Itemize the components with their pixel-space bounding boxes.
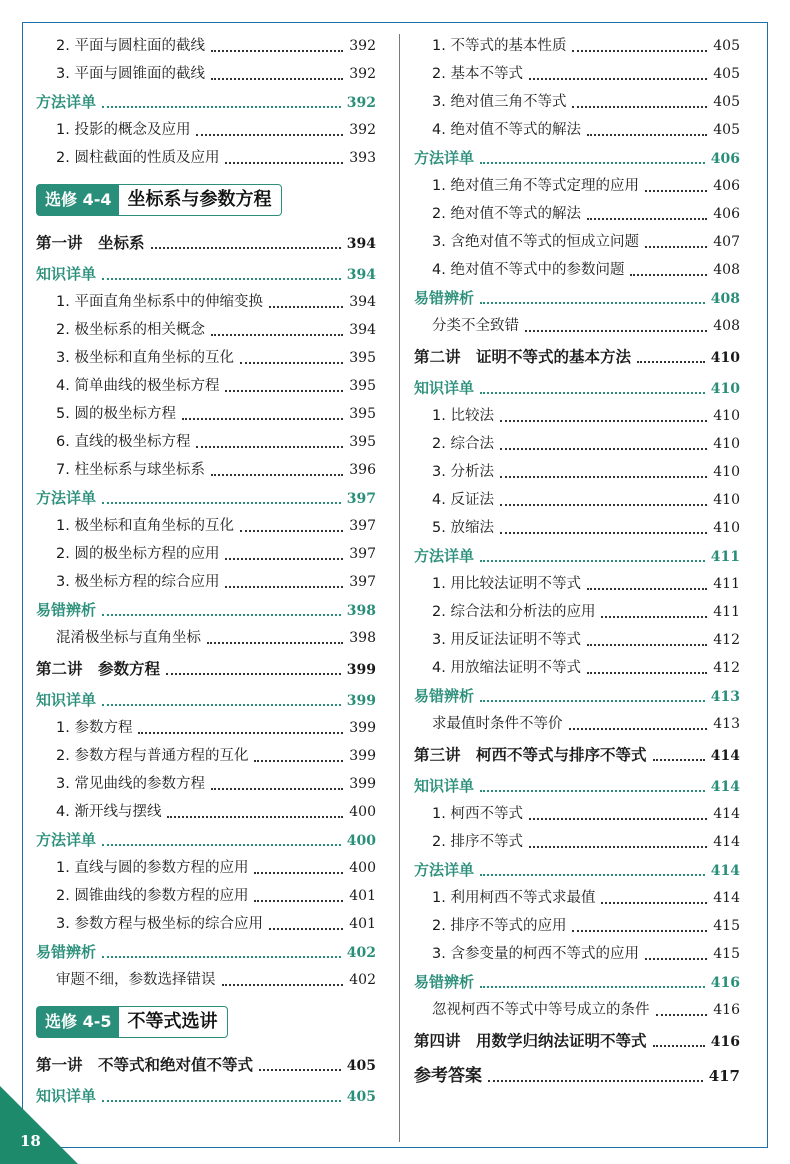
entry-title: 2. 圆锥曲线的参数方程的应用 bbox=[56, 888, 249, 904]
entry-page: 402 bbox=[349, 972, 376, 988]
toc-entry[interactable] bbox=[36, 428, 376, 456]
lecture-title: 第二讲 参数方程 bbox=[36, 660, 161, 678]
leader-dots bbox=[637, 353, 705, 363]
entry-page: 410 bbox=[710, 381, 740, 397]
leader-dots bbox=[480, 384, 705, 394]
entry-page: 412 bbox=[713, 632, 740, 648]
leader-dots bbox=[196, 126, 343, 136]
entry-title: 4. 用放缩法证明不等式 bbox=[432, 660, 581, 676]
toc-subheading[interactable] bbox=[36, 596, 376, 624]
leader-dots bbox=[587, 636, 707, 646]
leader-dots bbox=[480, 552, 705, 562]
toc-lecture[interactable] bbox=[36, 226, 376, 260]
leader-dots bbox=[500, 468, 707, 478]
leader-dots bbox=[601, 608, 707, 618]
toc-entry[interactable] bbox=[414, 570, 740, 598]
leader-dots bbox=[529, 70, 707, 80]
lecture-title: 第一讲 不等式和绝对值不等式 bbox=[36, 1056, 254, 1074]
leader-dots bbox=[102, 270, 341, 280]
toc-entry[interactable] bbox=[414, 88, 740, 116]
toc-right-column bbox=[414, 32, 740, 1094]
entry-title: 求最值时条件不等价 bbox=[432, 716, 563, 732]
entry-title: 3. 用反证法证明不等式 bbox=[432, 632, 581, 648]
page-corner-decoration bbox=[0, 1086, 78, 1164]
entry-page: 399 bbox=[349, 776, 376, 792]
leader-dots bbox=[225, 154, 343, 164]
toc-entry[interactable] bbox=[36, 770, 376, 798]
entry-title: 3. 极坐标和直角坐标的互化 bbox=[56, 350, 234, 366]
leader-dots bbox=[102, 948, 341, 958]
leader-dots bbox=[480, 692, 705, 702]
entry-page: 416 bbox=[710, 975, 740, 991]
leader-dots bbox=[587, 126, 707, 136]
toc-entry[interactable] bbox=[36, 568, 376, 596]
entry-page: 405 bbox=[713, 122, 740, 138]
entry-page: 405 bbox=[346, 1089, 376, 1105]
leader-dots bbox=[480, 866, 705, 876]
leader-dots bbox=[587, 580, 707, 590]
leader-dots bbox=[645, 238, 707, 248]
entry-title: 1. 柯西不等式 bbox=[432, 806, 523, 822]
subheading-title: 方法详单 bbox=[414, 861, 475, 879]
lecture-title: 第一讲 坐标系 bbox=[36, 234, 145, 252]
toc-subheading[interactable] bbox=[414, 968, 740, 996]
leader-dots bbox=[572, 98, 707, 108]
entry-page: 415 bbox=[713, 918, 740, 934]
leader-dots bbox=[653, 1037, 705, 1047]
toc-entry[interactable] bbox=[36, 742, 376, 770]
entry-page: 410 bbox=[710, 350, 740, 366]
entry-page: 415 bbox=[713, 946, 740, 962]
subheading-title: 知识详单 bbox=[36, 1087, 97, 1105]
entry-page: 395 bbox=[349, 434, 376, 450]
toc-answers[interactable] bbox=[414, 1058, 740, 1094]
entry-title: 3. 常见曲线的参数方程 bbox=[56, 776, 205, 792]
leader-dots bbox=[211, 70, 343, 80]
entry-page: 408 bbox=[710, 291, 740, 307]
leader-dots bbox=[529, 838, 707, 848]
toc-subheading[interactable] bbox=[36, 88, 376, 116]
leader-dots bbox=[269, 298, 343, 308]
lecture-title: 第四讲 用数学归纳法证明不等式 bbox=[414, 1032, 647, 1050]
entry-title: 1. 平面直角坐标系中的伸缩变换 bbox=[56, 294, 263, 310]
toc-subheading[interactable] bbox=[36, 260, 376, 288]
toc-entry[interactable] bbox=[36, 60, 376, 88]
toc-entry[interactable] bbox=[36, 372, 376, 400]
subheading-title: 方法详单 bbox=[414, 547, 475, 565]
entry-title: 4. 绝对值不等式中的参数问题 bbox=[432, 262, 625, 278]
toc-entry[interactable] bbox=[414, 228, 740, 256]
toc-entry[interactable] bbox=[414, 402, 740, 430]
entry-page: 397 bbox=[349, 546, 376, 562]
leader-dots bbox=[138, 724, 343, 734]
subheading-title: 易错辨析 bbox=[414, 289, 475, 307]
leader-dots bbox=[500, 412, 707, 422]
toc-entry[interactable] bbox=[36, 714, 376, 742]
entry-page: 400 bbox=[349, 860, 376, 876]
entry-page: 400 bbox=[349, 804, 376, 820]
leader-dots bbox=[225, 550, 343, 560]
entry-page: 408 bbox=[713, 318, 740, 334]
entry-page: 410 bbox=[713, 408, 740, 424]
toc-entry[interactable] bbox=[414, 60, 740, 88]
entry-page: 411 bbox=[713, 576, 740, 592]
subheading-title: 易错辨析 bbox=[414, 973, 475, 991]
entry-title: 4. 渐开线与摆线 bbox=[56, 804, 162, 820]
page-number: 18 bbox=[20, 1132, 41, 1150]
toc-entry[interactable] bbox=[414, 828, 740, 856]
entry-title: 3. 极坐标方程的综合应用 bbox=[56, 574, 220, 590]
entry-page: 394 bbox=[349, 294, 376, 310]
entry-page: 405 bbox=[713, 38, 740, 54]
entry-title: 2. 综合法和分析法的应用 bbox=[432, 604, 596, 620]
toc-entry[interactable] bbox=[36, 144, 376, 172]
entry-page: 394 bbox=[346, 236, 376, 252]
entry-page: 405 bbox=[713, 66, 740, 82]
entry-page: 416 bbox=[710, 1034, 740, 1050]
toc-subheading[interactable] bbox=[414, 682, 740, 710]
subheading-title: 知识详单 bbox=[36, 691, 97, 709]
entry-page: 401 bbox=[349, 916, 376, 932]
leader-dots bbox=[569, 720, 708, 730]
toc-entry[interactable] bbox=[414, 486, 740, 514]
entry-page: 397 bbox=[349, 518, 376, 534]
entry-title: 2. 圆的极坐标方程的应用 bbox=[56, 546, 220, 562]
entry-title: 5. 圆的极坐标方程 bbox=[56, 406, 176, 422]
leader-dots bbox=[196, 438, 343, 448]
leader-dots bbox=[211, 326, 343, 336]
entry-title: 4. 反证法 bbox=[432, 492, 494, 508]
entry-page: 395 bbox=[349, 378, 376, 394]
toc-entry[interactable] bbox=[414, 884, 740, 912]
toc-entry[interactable] bbox=[414, 940, 740, 968]
leader-dots bbox=[167, 808, 343, 818]
entry-page: 399 bbox=[346, 693, 376, 709]
leader-dots bbox=[645, 950, 707, 960]
leader-dots bbox=[587, 210, 707, 220]
toc-entry[interactable] bbox=[36, 966, 376, 994]
toc-entry[interactable] bbox=[414, 654, 740, 682]
toc-entry[interactable] bbox=[36, 512, 376, 540]
leader-dots bbox=[488, 1072, 703, 1082]
subheading-title: 方法详单 bbox=[414, 149, 475, 167]
entry-page: 392 bbox=[349, 66, 376, 82]
toc-entry[interactable] bbox=[36, 854, 376, 882]
entry-page: 395 bbox=[349, 350, 376, 366]
leader-dots bbox=[653, 751, 705, 761]
leader-dots bbox=[480, 978, 705, 988]
toc-entry[interactable] bbox=[36, 540, 376, 568]
entry-page: 414 bbox=[710, 779, 740, 795]
entry-page: 392 bbox=[349, 122, 376, 138]
toc-lecture[interactable] bbox=[36, 652, 376, 686]
leader-dots bbox=[254, 892, 343, 902]
entry-title: 2. 综合法 bbox=[432, 436, 494, 452]
toc-subheading[interactable] bbox=[36, 1082, 376, 1110]
leader-dots bbox=[182, 410, 343, 420]
entry-title: 1. 直线与圆的参数方程的应用 bbox=[56, 860, 249, 876]
leader-dots bbox=[254, 752, 343, 762]
entry-title: 6. 直线的极坐标方程 bbox=[56, 434, 191, 450]
leader-dots bbox=[480, 782, 705, 792]
toc-entry[interactable] bbox=[36, 32, 376, 60]
entry-title: 1. 投影的概念及应用 bbox=[56, 122, 191, 138]
entry-page: 397 bbox=[349, 574, 376, 590]
entry-page: 414 bbox=[713, 806, 740, 822]
entry-page: 413 bbox=[710, 689, 740, 705]
entry-page: 398 bbox=[346, 603, 376, 619]
leader-dots bbox=[525, 322, 707, 332]
leader-dots bbox=[656, 1006, 708, 1016]
toc-entry[interactable] bbox=[414, 710, 740, 738]
entry-title: 3. 平面与圆锥面的截线 bbox=[56, 66, 205, 82]
entry-title: 3. 参数方程与极坐标的综合应用 bbox=[56, 916, 263, 932]
toc-entry[interactable] bbox=[414, 598, 740, 626]
entry-title: 3. 绝对值三角不等式 bbox=[432, 94, 567, 110]
toc-entry[interactable] bbox=[36, 400, 376, 428]
entry-page: 411 bbox=[713, 604, 740, 620]
toc-entry[interactable] bbox=[414, 256, 740, 284]
leader-dots bbox=[480, 294, 705, 304]
toc-lecture[interactable] bbox=[36, 1048, 376, 1082]
toc-entry[interactable] bbox=[36, 798, 376, 826]
toc-entry[interactable] bbox=[414, 172, 740, 200]
entry-title: 4. 绝对值不等式的解法 bbox=[432, 122, 581, 138]
subheading-title: 知识详单 bbox=[36, 265, 97, 283]
entry-page: 400 bbox=[346, 833, 376, 849]
entry-title: 1. 利用柯西不等式求最值 bbox=[432, 890, 596, 906]
leader-dots bbox=[211, 42, 343, 52]
toc-entry[interactable] bbox=[36, 882, 376, 910]
toc-entry[interactable] bbox=[36, 316, 376, 344]
entry-title: 3. 分析法 bbox=[432, 464, 494, 480]
leader-dots bbox=[166, 665, 341, 675]
toc-lecture[interactable] bbox=[414, 738, 740, 772]
toc-subheading[interactable] bbox=[36, 938, 376, 966]
leader-dots bbox=[225, 382, 343, 392]
entry-title: 4. 简单曲线的极坐标方程 bbox=[56, 378, 220, 394]
entry-title: 5. 放缩法 bbox=[432, 520, 494, 536]
toc-subheading[interactable] bbox=[36, 686, 376, 714]
section-title: 不等式选讲 bbox=[127, 1011, 218, 1032]
toc-subheading[interactable] bbox=[414, 542, 740, 570]
toc-entry[interactable] bbox=[414, 430, 740, 458]
leader-dots bbox=[500, 524, 707, 534]
section-header-4-5[interactable] bbox=[36, 1006, 228, 1038]
leader-dots bbox=[529, 810, 707, 820]
entry-title: 2. 绝对值不等式的解法 bbox=[432, 206, 581, 222]
entry-title: 1. 用比较法证明不等式 bbox=[432, 576, 581, 592]
lecture-title: 第二讲 证明不等式的基本方法 bbox=[414, 348, 632, 366]
entry-page: 414 bbox=[713, 834, 740, 850]
leader-dots bbox=[480, 154, 705, 164]
entry-page: 408 bbox=[713, 262, 740, 278]
entry-title: 7. 柱坐标系与球坐标系 bbox=[56, 462, 205, 478]
entry-page: 394 bbox=[346, 267, 376, 283]
toc-entry[interactable] bbox=[36, 116, 376, 144]
entry-page: 414 bbox=[713, 890, 740, 906]
leader-dots bbox=[102, 696, 341, 706]
leader-dots bbox=[240, 522, 343, 532]
leader-dots bbox=[572, 922, 707, 932]
section-tag: 选修 4-5 bbox=[37, 1007, 119, 1037]
section-tag: 选修 4-4 bbox=[37, 185, 119, 215]
toc-entry[interactable] bbox=[414, 116, 740, 144]
entry-page: 411 bbox=[710, 549, 740, 565]
entry-page: 401 bbox=[349, 888, 376, 904]
entry-title: 2. 极坐标系的相关概念 bbox=[56, 322, 205, 338]
leader-dots bbox=[211, 466, 343, 476]
leader-dots bbox=[645, 182, 707, 192]
leader-dots bbox=[151, 239, 341, 249]
entry-page: 416 bbox=[713, 1002, 740, 1018]
toc-entry[interactable] bbox=[36, 456, 376, 484]
subheading-title: 易错辨析 bbox=[36, 601, 97, 619]
entry-page: 399 bbox=[349, 720, 376, 736]
subheading-title: 知识详单 bbox=[414, 777, 475, 795]
toc-entry[interactable] bbox=[36, 288, 376, 316]
toc-entry[interactable] bbox=[414, 200, 740, 228]
entry-title: 2. 参数方程与普通方程的互化 bbox=[56, 748, 249, 764]
toc-entry[interactable] bbox=[414, 32, 740, 60]
toc-entry[interactable] bbox=[414, 312, 740, 340]
entry-page: 414 bbox=[710, 863, 740, 879]
entry-page: 405 bbox=[713, 94, 740, 110]
entry-title: 3. 含绝对值不等式的恒成立问题 bbox=[432, 234, 639, 250]
leader-dots bbox=[102, 494, 341, 504]
toc-subheading[interactable] bbox=[414, 284, 740, 312]
entry-title: 分类不全致错 bbox=[432, 318, 519, 334]
toc-subheading[interactable] bbox=[414, 856, 740, 884]
toc-entry[interactable] bbox=[36, 344, 376, 372]
leader-dots bbox=[222, 976, 344, 986]
entry-page: 405 bbox=[346, 1058, 376, 1074]
column-divider bbox=[399, 34, 400, 1142]
entry-page: 410 bbox=[713, 492, 740, 508]
leader-dots bbox=[207, 634, 343, 644]
leader-dots bbox=[254, 864, 343, 874]
entry-title: 混淆极坐标与直角坐标 bbox=[56, 630, 201, 646]
entry-page: 410 bbox=[713, 464, 740, 480]
leader-dots bbox=[500, 440, 707, 450]
section-header-4-4[interactable] bbox=[36, 184, 282, 216]
leader-dots bbox=[102, 606, 341, 616]
entry-title: 1. 不等式的基本性质 bbox=[432, 38, 567, 54]
leader-dots bbox=[269, 920, 343, 930]
entry-page: 396 bbox=[349, 462, 376, 478]
toc-entry[interactable] bbox=[414, 912, 740, 940]
leader-dots bbox=[601, 894, 707, 904]
toc-left-column bbox=[36, 32, 376, 1110]
entry-title: 1. 极坐标和直角坐标的互化 bbox=[56, 518, 234, 534]
entry-title: 2. 平面与圆柱面的截线 bbox=[56, 38, 205, 54]
toc-entry[interactable] bbox=[414, 514, 740, 542]
entry-page: 412 bbox=[713, 660, 740, 676]
leader-dots bbox=[259, 1061, 341, 1071]
entry-title: 忽视柯西不等式中等号成立的条件 bbox=[432, 1002, 650, 1018]
entry-page: 414 bbox=[710, 748, 740, 764]
entry-page: 392 bbox=[349, 38, 376, 54]
subheading-title: 知识详单 bbox=[414, 379, 475, 397]
leader-dots bbox=[225, 578, 343, 588]
subheading-title: 易错辨析 bbox=[414, 687, 475, 705]
subheading-title: 方法详单 bbox=[36, 831, 97, 849]
toc-entry[interactable] bbox=[414, 800, 740, 828]
leader-dots bbox=[587, 664, 707, 674]
entry-title: 2. 排序不等式的应用 bbox=[432, 918, 567, 934]
subheading-title: 易错辨析 bbox=[36, 943, 97, 961]
entry-title: 审题不细，参数选择错误 bbox=[56, 972, 216, 988]
entry-title: 3. 含参变量的柯西不等式的应用 bbox=[432, 946, 639, 962]
entry-page: 410 bbox=[713, 436, 740, 452]
entry-title: 2. 基本不等式 bbox=[432, 66, 523, 82]
entry-page: 394 bbox=[349, 322, 376, 338]
lecture-title: 第三讲 柯西不等式与排序不等式 bbox=[414, 746, 647, 764]
entry-page: 406 bbox=[710, 151, 740, 167]
entry-page: 399 bbox=[346, 662, 376, 678]
entry-page: 406 bbox=[713, 178, 740, 194]
toc-subheading[interactable] bbox=[36, 826, 376, 854]
toc-subheading[interactable] bbox=[414, 374, 740, 402]
subheading-title: 方法详单 bbox=[36, 489, 97, 507]
leader-dots bbox=[572, 42, 707, 52]
entry-page: 410 bbox=[713, 520, 740, 536]
entry-page: 417 bbox=[708, 1067, 740, 1085]
leader-dots bbox=[240, 354, 343, 364]
entry-title: 1. 参数方程 bbox=[56, 720, 133, 736]
toc-entry[interactable] bbox=[414, 996, 740, 1024]
entry-page: 413 bbox=[713, 716, 740, 732]
entry-page: 397 bbox=[346, 491, 376, 507]
toc-lecture[interactable] bbox=[414, 340, 740, 374]
toc-subheading[interactable] bbox=[414, 144, 740, 172]
leader-dots bbox=[102, 836, 341, 846]
entry-title: 2. 圆柱截面的性质及应用 bbox=[56, 150, 220, 166]
answers-title: 参考答案 bbox=[414, 1066, 482, 1086]
leader-dots bbox=[102, 1092, 341, 1102]
entry-page: 406 bbox=[713, 206, 740, 222]
toc-entry[interactable] bbox=[414, 626, 740, 654]
toc-subheading[interactable] bbox=[414, 772, 740, 800]
toc-subheading[interactable] bbox=[36, 484, 376, 512]
entry-title: 1. 绝对值三角不等式定理的应用 bbox=[432, 178, 639, 194]
entry-page: 395 bbox=[349, 406, 376, 422]
entry-title: 2. 排序不等式 bbox=[432, 834, 523, 850]
toc-entry[interactable] bbox=[36, 910, 376, 938]
leader-dots bbox=[630, 266, 707, 276]
entry-page: 392 bbox=[346, 95, 376, 111]
leader-dots bbox=[102, 98, 341, 108]
entry-page: 399 bbox=[349, 748, 376, 764]
leader-dots bbox=[211, 780, 343, 790]
toc-lecture[interactable] bbox=[414, 1024, 740, 1058]
toc-entry[interactable] bbox=[36, 624, 376, 652]
entry-page: 398 bbox=[349, 630, 376, 646]
section-title: 坐标系与参数方程 bbox=[127, 189, 272, 210]
entry-page: 402 bbox=[346, 945, 376, 961]
subheading-title: 方法详单 bbox=[36, 93, 97, 111]
entry-page: 407 bbox=[713, 234, 740, 250]
entry-page: 393 bbox=[349, 150, 376, 166]
leader-dots bbox=[500, 496, 707, 506]
toc-entry[interactable] bbox=[414, 458, 740, 486]
entry-title: 1. 比较法 bbox=[432, 408, 494, 424]
